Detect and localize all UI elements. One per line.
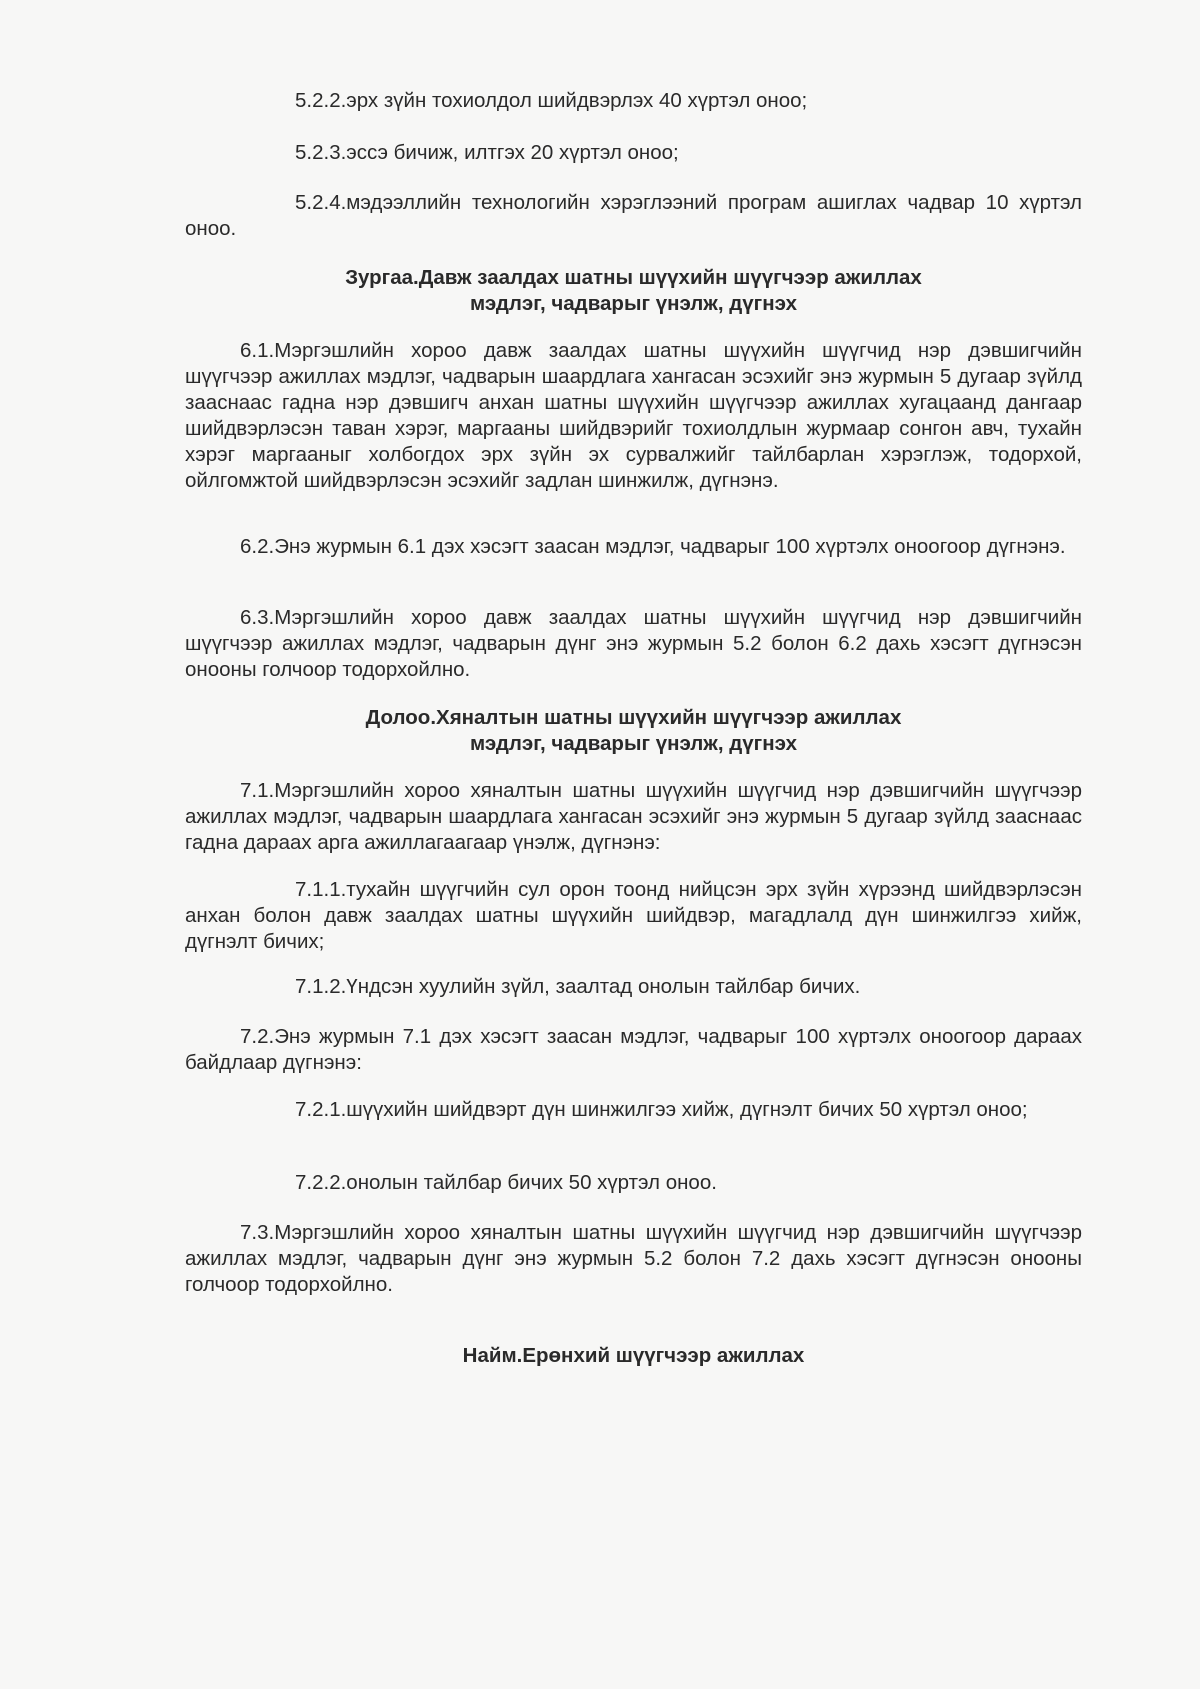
section-8-heading xyxy=(185,1343,1082,1369)
clause-6-3: 6.3.Мэргэшлийн хороо давж заалдах шатны шүүхийн шүүгчид нэр дэвшигчийн шүүгчээр ажиллах мэдлэг, чадварын дүнг энэ журмын 5.2 болон 6.2 дахь хэсэгт дүгнэсэн онооны голчоор тодорхойлно. xyxy=(185,606,1082,681)
clause-7-1-2: 7.1.2.Үндсэн хуулийн зүйл, заалтад онолын тайлбар бичих. xyxy=(295,975,861,998)
clause-7-1-1: 7.1.1.тухайн шүүгчийн сул орон тоонд нийцсэн эрх зүйн хүрээнд шийдвэрлэсэн анхан болон давж заалдах шатны шүүхийн шийдвэр, магадлалд дүн шинжилгээ хийж, дүгнэлт бичих; xyxy=(185,878,1082,953)
clause-7-2-1: 7.2.1.шүүхийн шийдвэрт дүн шинжилгээ хийж, дүгнэлт бичих 50 хүртэл оноо; xyxy=(295,1098,1028,1121)
section-7-heading xyxy=(185,705,1082,757)
section-7-heading-line2: мэдлэг, чадварыг үнэлж, дүгнэх xyxy=(469,732,798,755)
section-6-heading-line1: Зургаа.Давж заалдах шатны шүүхийн шүүгчээр ажиллах xyxy=(345,266,922,289)
clause-5-2-3: 5.2.3.эссэ бичиж, илтгэх 20 хүртэл оноо; xyxy=(295,141,679,164)
clause-5-2-4: 5.2.4.мэдээллийн технологийн хэрэглээний програм ашиглах чадвар 10 хүртэл оноо. xyxy=(185,191,1082,240)
clause-7-3: 7.3.Мэргэшлийн хороо хяналтын шатны шүүхийн шүүгчид нэр дэвшигчийн шүүгчээр ажиллах мэдлэг, чадварын дүнг энэ журмын 5.2 болон 7.2 дахь хэсэгт дүгнэсэн онооны голчоор тодорхойлно. xyxy=(185,1221,1082,1296)
section-7-heading-line1: Долоо.Хяналтын шатны шүүхийн шүүгчээр ажиллах xyxy=(365,706,902,729)
clause-5-2-2: 5.2.2.эрх зүйн тохиолдол шийдвэрлэх 40 хүртэл оноо; xyxy=(295,89,808,112)
section-8-heading-line1: Найм.Ерөнхий шүүгчээр ажиллах xyxy=(462,1344,805,1367)
section-6-heading-line2: мэдлэг, чадварыг үнэлж, дүгнэх xyxy=(469,292,798,315)
clause-7-2: 7.2.Энэ журмын 7.1 дэх хэсэгт заасан мэдлэг, чадварыг 100 хүртэлх оноогоор дараах байдлаар дүгнэнэ: xyxy=(185,1025,1082,1074)
clause-7-2-2: 7.2.2.онолын тайлбар бичих 50 хүртэл оноо. xyxy=(295,1171,717,1194)
section-6-heading xyxy=(185,265,1082,317)
clause-6-1: 6.1.Мэргэшлийн хороо давж заалдах шатны шүүхийн шүүгчид нэр дэвшигчийн шүүгчээр ажиллах мэдлэг, чадварын шаардлага хангасан эсэхийг энэ журмын 5 дугаар зүйлд зааснаас гадна нэр дэвшигч анхан шатны шүүхийн шүүгчээр ажиллах хугацаанд дангаар шийдвэрлэсэн таван хэрэг, маргааны шийдвэрийг тохиолдлын журмаар сонгон авч, тухайн хэрэг маргааныг холбогдох эрх зүйн эх сурвалжийг тайлбарлан хэрэглэж, тодорхой, ойлгомжтой шийдвэрлэсэн эсэхийг задлан шинжилж, дүгнэнэ. xyxy=(185,339,1082,492)
clause-6-2: 6.2.Энэ журмын 6.1 дэх хэсэгт заасан мэдлэг, чадварыг 100 хүртэлх оноогоор дүгнэнэ. xyxy=(240,535,1066,558)
clause-7-1: 7.1.Мэргэшлийн хороо хяналтын шатны шүүхийн шүүгчид нэр дэвшигчийн шүүгчээр ажиллах мэдлэг, чадварын шаардлага хангасан эсэхийг энэ журмын 5 дугаар зүйлд зааснаас гадна дараах арга ажиллагаагаар үнэлж, дүгнэнэ: xyxy=(185,779,1082,854)
